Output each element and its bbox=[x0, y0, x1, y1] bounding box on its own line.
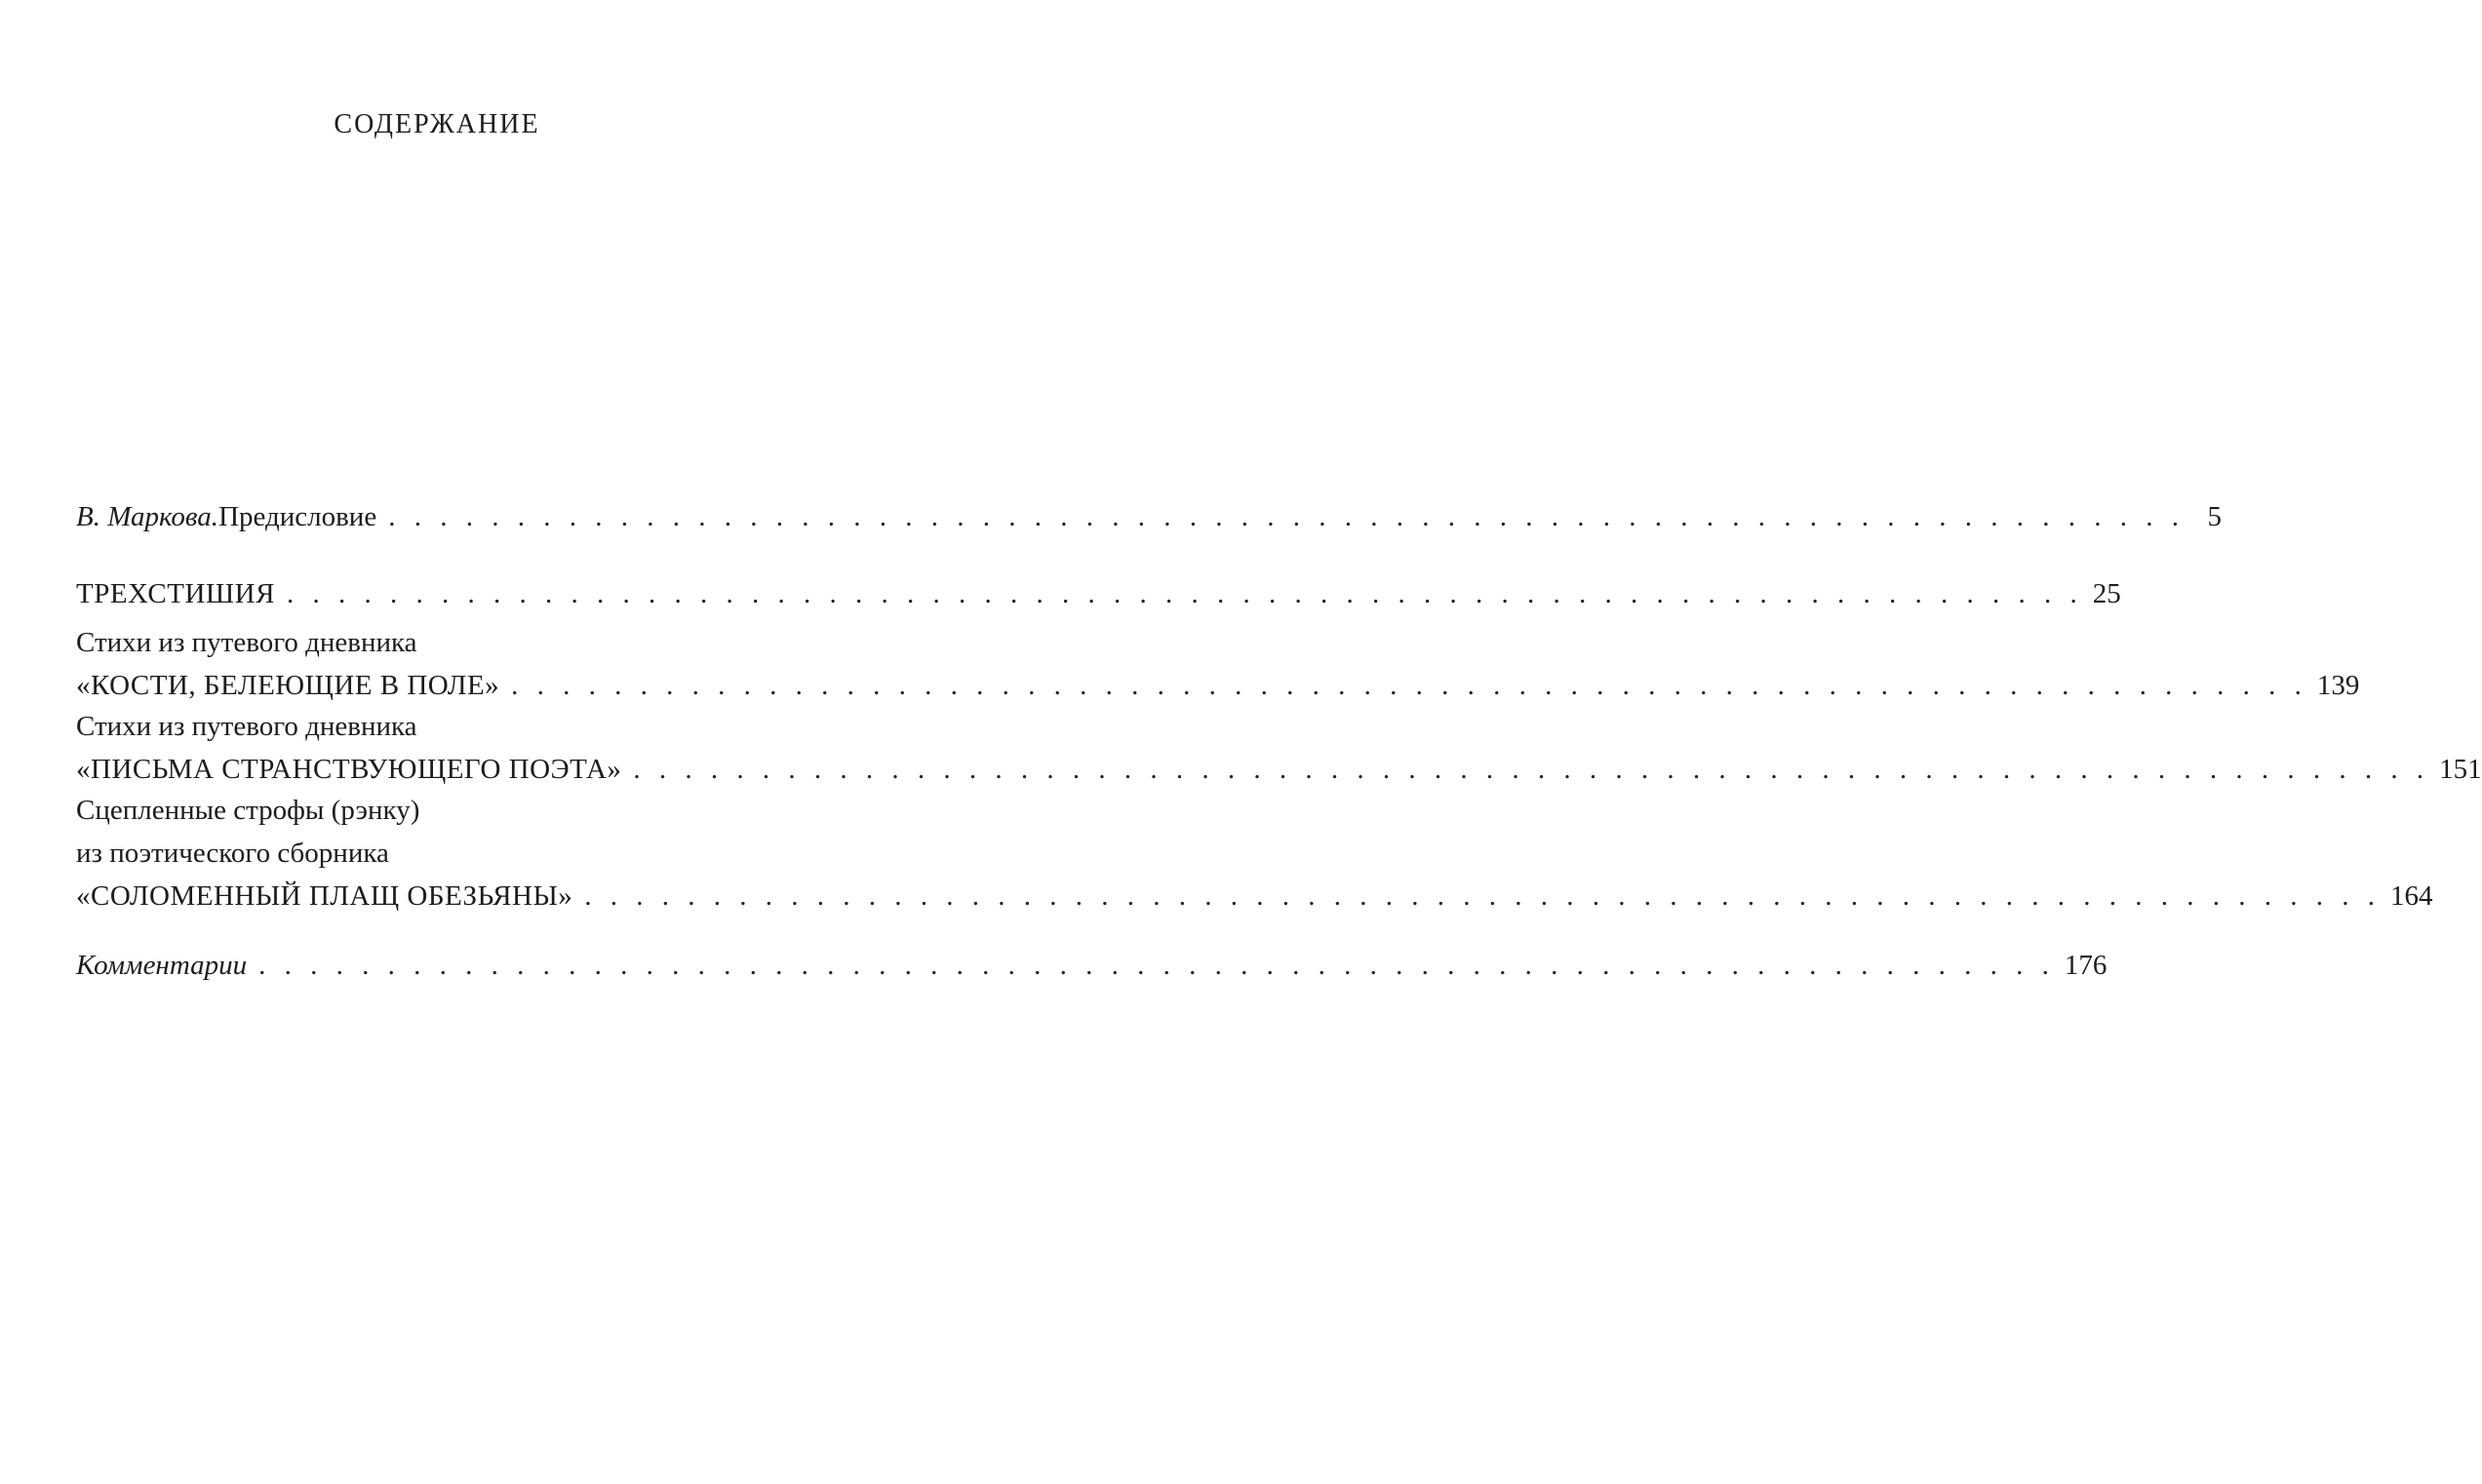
page-number: 164 bbox=[2390, 880, 2433, 912]
dot-leader: . . . . . . . . . . . . . . . . . . . . . . . . . . . . . . . . . . . . . . . . . . . . . . . . . . . . . . . . . . . . . . . . . . . . . . bbox=[633, 754, 2430, 785]
preface-title: Предисловие bbox=[218, 501, 377, 532]
entry-line: из поэтического сборника bbox=[76, 838, 389, 869]
preface-author: В. Маркова. bbox=[76, 501, 219, 532]
page-number: 139 bbox=[2316, 670, 2360, 701]
toc-entry-comments[interactable] bbox=[76, 944, 2108, 987]
toc-entry-preface[interactable] bbox=[76, 495, 2222, 538]
page-number: 176 bbox=[2064, 950, 2108, 981]
toc-entry-renku[interactable] bbox=[76, 789, 2433, 918]
dot-leader: . . . . . . . . . . . . . . . . . . . . . . . . . . . . . . . . . . . . . . . . . . . . . . . . . . . . . . . . . . . . . . . . . . . . . . bbox=[511, 670, 2307, 701]
entry-line: Стихи из путевого дневника bbox=[76, 711, 417, 742]
dot-leader: . . . . . . . . . . . . . . . . . . . . . . . . . . . . . . . . . . . . . . . . . . . . . . . . . . . . . . . . . . . . . . . . . . . . . . bbox=[584, 880, 2382, 912]
page-number: 25 bbox=[2092, 578, 2121, 609]
page-title: СОДЕРЖАНИЕ bbox=[334, 109, 540, 139]
entry-line: Стихи из путевого дневника bbox=[76, 627, 417, 658]
entry-line: Сцепленные строфы (рэнку) bbox=[76, 795, 420, 826]
entry-title: «ПИСЬМА СТРАНСТВУЮЩЕГО ПОЭТА» bbox=[76, 754, 622, 785]
comments-title: Комментарии bbox=[76, 950, 248, 981]
toc-entry-bones[interactable] bbox=[76, 621, 2360, 707]
dot-leader: . . . . . . . . . . . . . . . . . . . . . . . . . . . . . . . . . . . . . . . . . . . . . . . . . . . . . . . . . . . . . . . . . . . . . . bbox=[286, 578, 2083, 609]
toc-entry-tercets[interactable] bbox=[76, 572, 2121, 615]
dot-leader: . . . . . . . . . . . . . . . . . . . . . . . . . . . . . . . . . . . . . . . . . . . . . . . . . . . . . . . . . . . . . . . . . . . . . . bbox=[258, 950, 2055, 981]
entry-title: «КОСТИ, БЕЛЕЮЩИЕ В ПОЛЕ» bbox=[76, 670, 500, 701]
tercets-title: ТРЕХСТИШИЯ bbox=[76, 578, 275, 609]
page-number: 5 bbox=[2207, 501, 2222, 532]
dot-leader: . . . . . . . . . . . . . . . . . . . . . . . . . . . . . . . . . . . . . . . . . . . . . . . . . . . . . . . . . . . . . . . . . . . . . . bbox=[388, 501, 2185, 532]
toc-entry-letters[interactable] bbox=[76, 705, 2482, 791]
entry-title: «СОЛОМЕННЫЙ ПЛАЩ ОБЕЗЬЯНЫ» bbox=[76, 880, 573, 912]
page-number: 151 bbox=[2439, 754, 2482, 785]
